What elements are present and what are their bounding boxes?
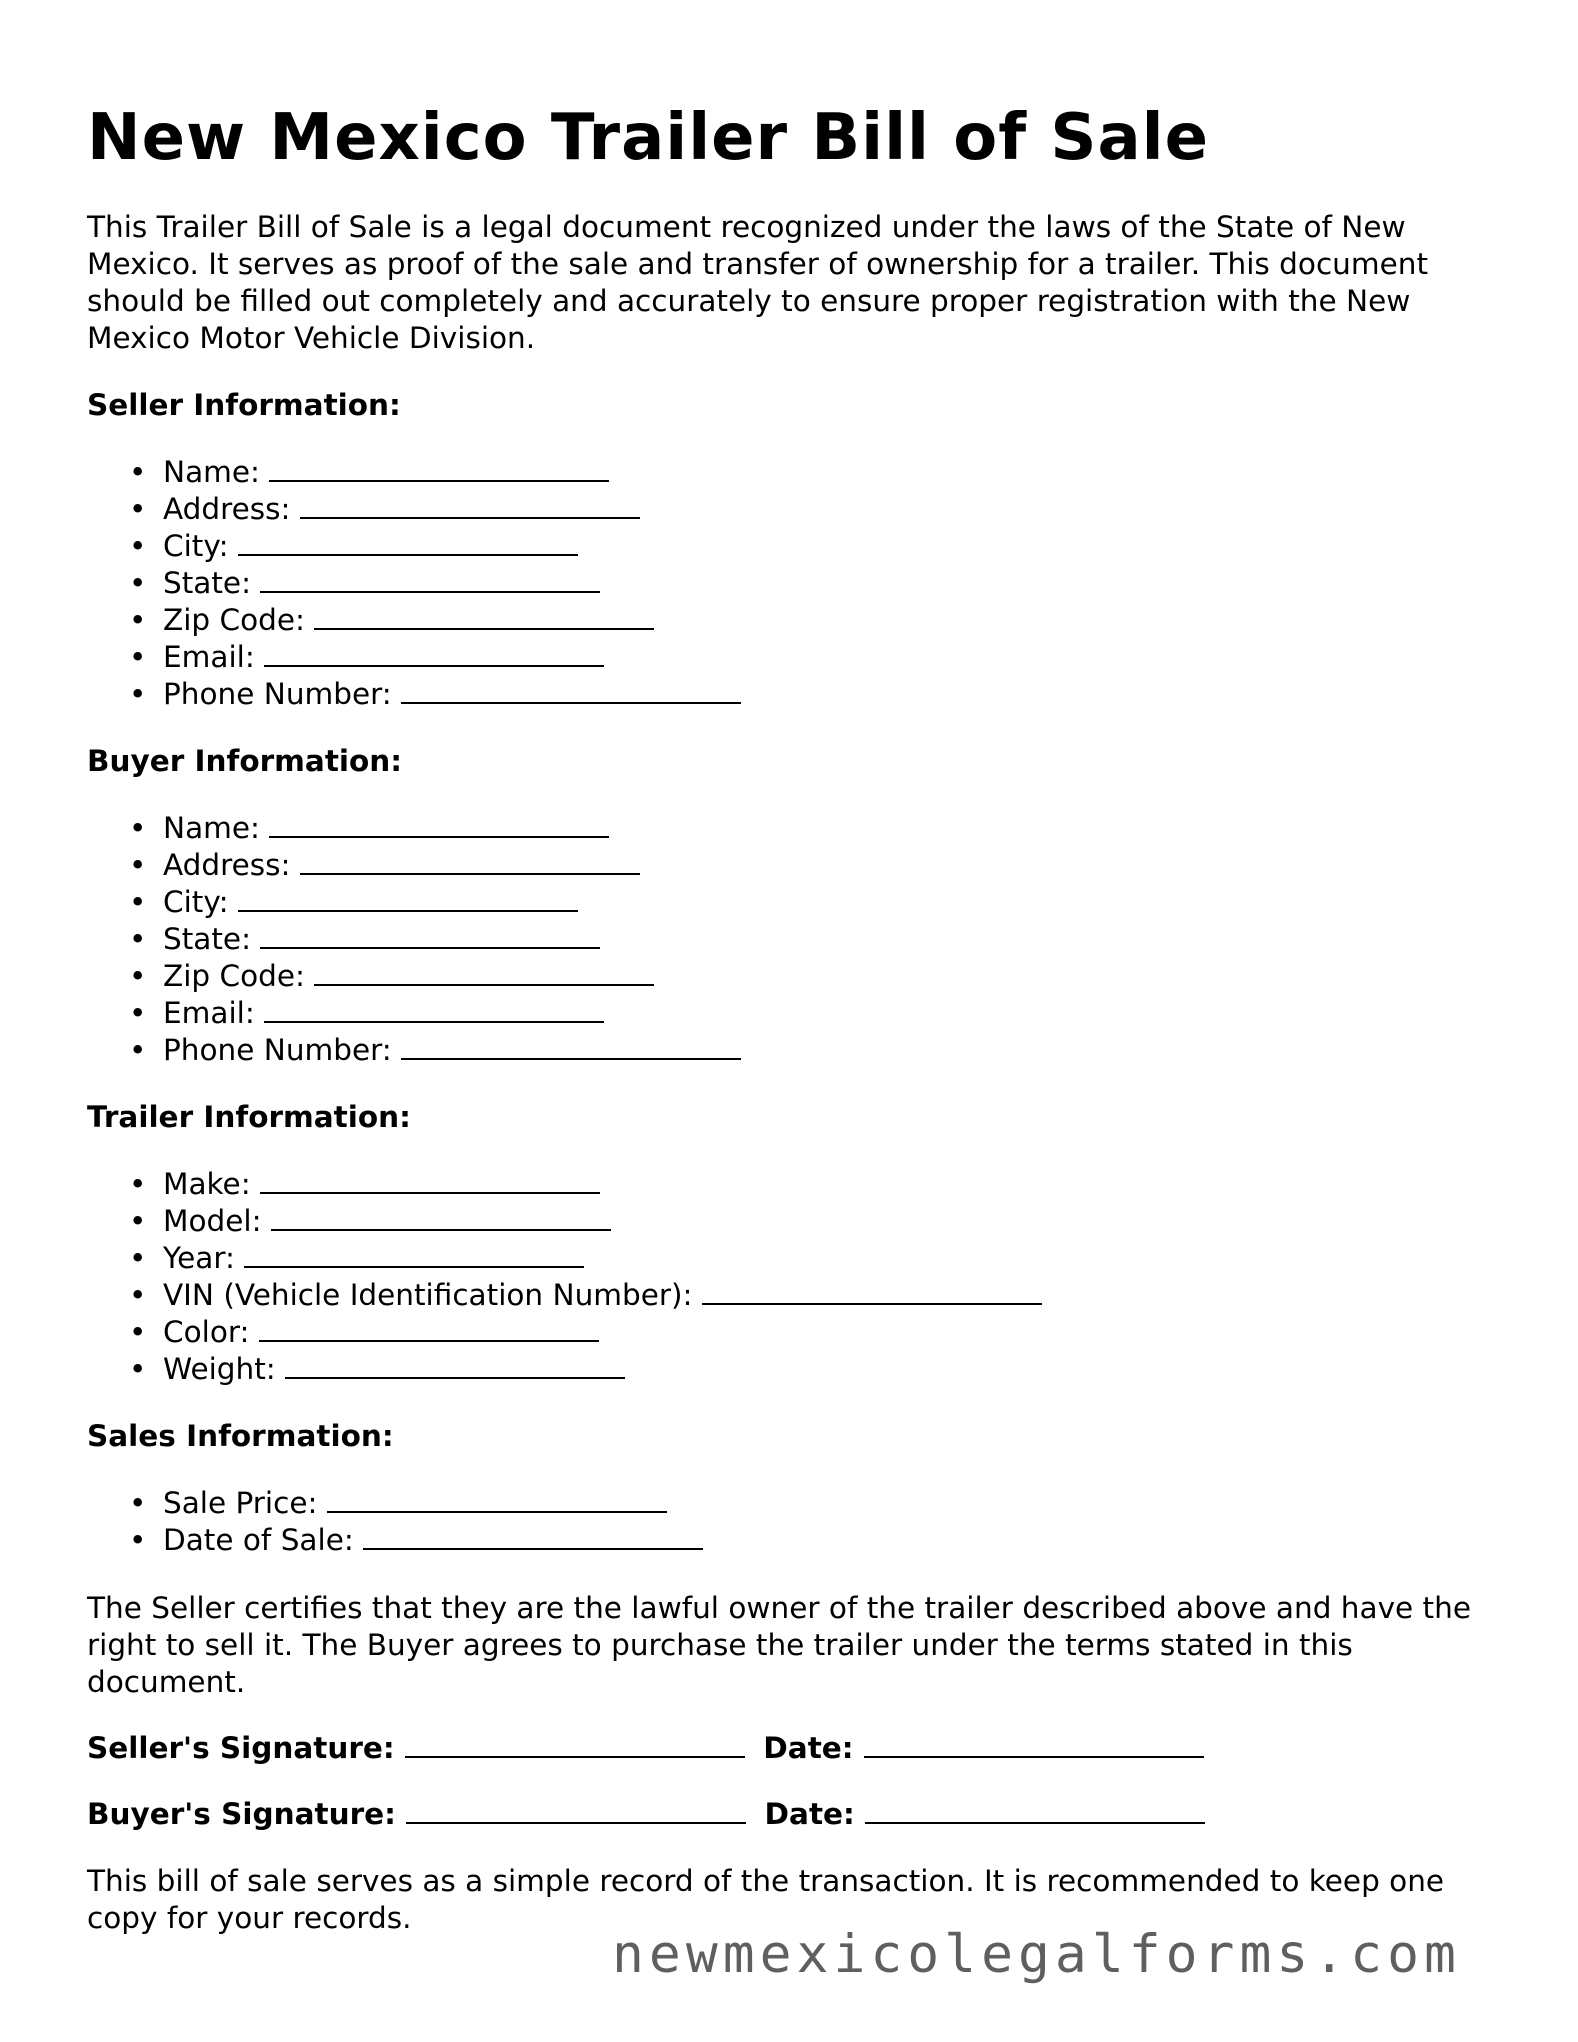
bullet-icon: • xyxy=(129,639,147,674)
buyer-address-field xyxy=(129,847,1507,884)
field-label: Name: xyxy=(163,810,260,845)
field-label: Phone Number: xyxy=(163,1032,392,1067)
seller-email-blank[interactable] xyxy=(264,639,604,667)
seller-address-field xyxy=(129,491,1507,528)
field-label: City: xyxy=(163,528,229,563)
buyer-signature-line xyxy=(87,1796,1507,1833)
sale-date-field xyxy=(129,1522,1507,1559)
certification-paragraph: The Seller certifies that they are the lawful owner of the trailer described above and have the right to sell it. The Buyer agrees to purchase the trailer under the terms stated in this document. xyxy=(87,1590,1471,1699)
buyer-state-field xyxy=(129,921,1507,958)
bullet-icon: • xyxy=(129,1203,147,1238)
document-page xyxy=(87,100,1507,1937)
seller-date-label: Date: xyxy=(763,1730,854,1765)
trailer-weight-blank[interactable] xyxy=(285,1351,625,1379)
seller-date-blank[interactable] xyxy=(864,1730,1204,1758)
field-label: Weight: xyxy=(163,1351,276,1386)
bullet-icon: • xyxy=(129,1485,147,1520)
buyer-field-list xyxy=(87,810,1507,1069)
bullet-icon: • xyxy=(129,884,147,919)
buyer-signature-label: Buyer's Signature: xyxy=(87,1796,396,1831)
trailer-year-blank[interactable] xyxy=(244,1240,584,1268)
seller-state-blank[interactable] xyxy=(260,565,600,593)
buyer-phone-field xyxy=(129,1032,1507,1069)
buyer-date-blank[interactable] xyxy=(865,1796,1205,1824)
bullet-icon: • xyxy=(129,1351,147,1386)
sales-field-list xyxy=(87,1485,1507,1559)
trailer-color-blank[interactable] xyxy=(259,1314,599,1342)
seller-phone-blank[interactable] xyxy=(401,676,741,704)
bullet-icon: • xyxy=(129,602,147,637)
trailer-field-list xyxy=(87,1166,1507,1388)
buyer-name-field xyxy=(129,810,1507,847)
trailer-year-field xyxy=(129,1240,1507,1277)
field-label: Address: xyxy=(163,491,291,526)
buyer-name-blank[interactable] xyxy=(269,810,609,838)
field-label: Email: xyxy=(163,995,255,1030)
trailer-model-blank[interactable] xyxy=(271,1203,611,1231)
field-label: Model: xyxy=(163,1203,262,1238)
sale-date-blank[interactable] xyxy=(363,1522,703,1550)
buyer-state-blank[interactable] xyxy=(260,921,600,949)
seller-address-blank[interactable] xyxy=(300,491,640,519)
field-label: Address: xyxy=(163,847,291,882)
seller-section-heading: Seller Information: xyxy=(87,387,401,422)
seller-zip-field xyxy=(129,602,1507,639)
watermark-text: newmexicolegalforms.com xyxy=(612,1924,1461,1985)
seller-signature-blank[interactable] xyxy=(405,1730,745,1758)
field-label: Name: xyxy=(163,454,260,489)
closing-paragraph: This bill of sale serves as a simple record of the transaction. It is recommended to keep one copy for your records. xyxy=(87,1863,1445,1935)
field-label: Sale Price: xyxy=(163,1485,318,1520)
buyer-zip-field xyxy=(129,958,1507,995)
bullet-icon: • xyxy=(129,454,147,489)
sales-section-heading: Sales Information: xyxy=(87,1418,394,1453)
bullet-icon: • xyxy=(129,1032,147,1067)
bullet-icon: • xyxy=(129,528,147,563)
intro-paragraph: This Trailer Bill of Sale is a legal document recognized under the laws of the State of New Mexico. It serves as proof of the sale and transfer of ownership for a trailer. This document should be filled out completely and accurately to ensure proper registration with the New Mexico Motor Vehicle Division. xyxy=(87,209,1429,355)
trailer-section-heading: Trailer Information: xyxy=(87,1099,411,1134)
seller-email-field xyxy=(129,639,1507,676)
bullet-icon: • xyxy=(129,1314,147,1349)
bullet-icon: • xyxy=(129,921,147,956)
field-label: Zip Code: xyxy=(163,958,305,993)
buyer-email-blank[interactable] xyxy=(264,995,604,1023)
seller-zip-blank[interactable] xyxy=(314,602,654,630)
seller-field-list xyxy=(87,454,1507,713)
field-label: Color: xyxy=(163,1314,250,1349)
bullet-icon: • xyxy=(129,1166,147,1201)
trailer-vin-field xyxy=(129,1277,1507,1314)
document-title: New Mexico Trailer Bill of Sale xyxy=(87,101,1209,175)
field-label: Email: xyxy=(163,639,255,674)
buyer-city-blank[interactable] xyxy=(238,884,578,912)
trailer-weight-field xyxy=(129,1351,1507,1388)
buyer-phone-blank[interactable] xyxy=(401,1032,741,1060)
field-label: VIN (Vehicle Identification Number): xyxy=(163,1277,693,1312)
seller-name-field xyxy=(129,454,1507,491)
field-label: State: xyxy=(163,565,252,600)
buyer-zip-blank[interactable] xyxy=(314,958,654,986)
seller-name-blank[interactable] xyxy=(269,454,609,482)
seller-signature-line xyxy=(87,1730,1507,1767)
seller-signature-label: Seller's Signature: xyxy=(87,1730,395,1765)
bullet-icon: • xyxy=(129,676,147,711)
buyer-address-blank[interactable] xyxy=(300,847,640,875)
field-label: Make: xyxy=(163,1166,251,1201)
trailer-vin-blank[interactable] xyxy=(702,1277,1042,1305)
bullet-icon: • xyxy=(129,565,147,600)
field-label: City: xyxy=(163,884,229,919)
seller-phone-field xyxy=(129,676,1507,713)
field-label: Zip Code: xyxy=(163,602,305,637)
bullet-icon: • xyxy=(129,1522,147,1557)
bullet-icon: • xyxy=(129,958,147,993)
field-label: Phone Number: xyxy=(163,676,392,711)
buyer-email-field xyxy=(129,995,1507,1032)
bullet-icon: • xyxy=(129,1240,147,1275)
bullet-icon: • xyxy=(129,995,147,1030)
seller-state-field xyxy=(129,565,1507,602)
trailer-model-field xyxy=(129,1203,1507,1240)
field-label: State: xyxy=(163,921,252,956)
bullet-icon: • xyxy=(129,810,147,845)
trailer-make-blank[interactable] xyxy=(260,1166,600,1194)
buyer-date-label: Date: xyxy=(764,1796,855,1831)
seller-city-blank[interactable] xyxy=(238,528,578,556)
buyer-city-field xyxy=(129,884,1507,921)
buyer-section-heading: Buyer Information: xyxy=(87,743,403,778)
trailer-color-field xyxy=(129,1314,1507,1351)
buyer-signature-blank[interactable] xyxy=(406,1796,746,1824)
sale-price-blank[interactable] xyxy=(327,1485,667,1513)
seller-city-field xyxy=(129,528,1507,565)
bullet-icon: • xyxy=(129,1277,147,1312)
field-label: Date of Sale: xyxy=(163,1522,354,1557)
bullet-icon: • xyxy=(129,491,147,526)
sale-price-field xyxy=(129,1485,1507,1522)
trailer-make-field xyxy=(129,1166,1507,1203)
field-label: Year: xyxy=(163,1240,235,1275)
bullet-icon: • xyxy=(129,847,147,882)
